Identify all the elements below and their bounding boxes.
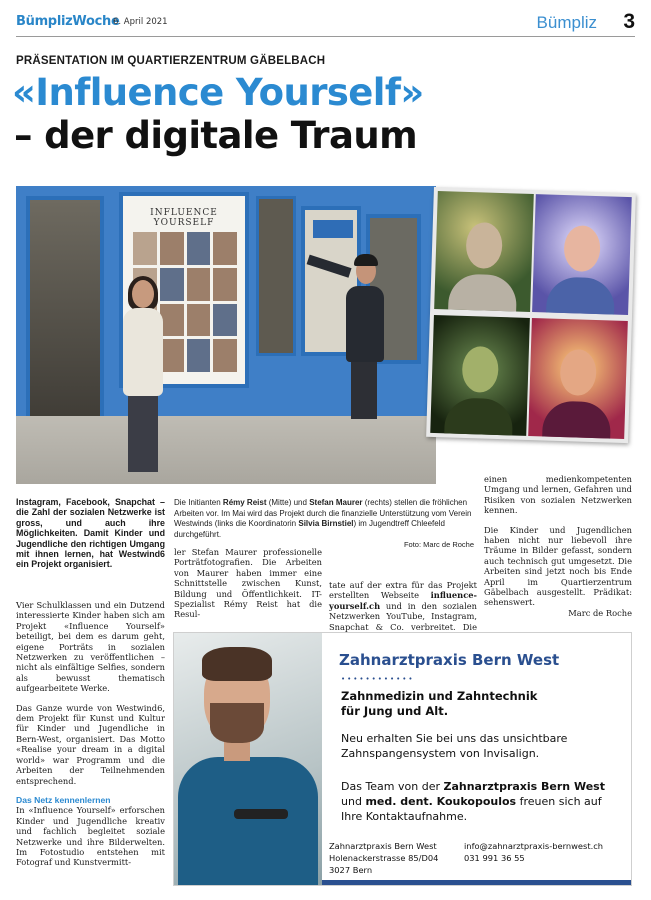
main-photo (16, 186, 436, 484)
ad-bottom-bar (322, 880, 632, 885)
ad-invisalign-text: Neu erhalten Sie bei uns das unsichtbare Zahnspangensystem von Invisalign. (341, 732, 568, 760)
headline-line-2: – der digitale Traum (14, 114, 418, 157)
photo-sign (313, 220, 353, 238)
article-lede: Instagram, Facebook, Snapchat – die Zahl der sozialen Netzwerke ist gross, und auch ihre Möglichkeiten. Damit Kinder und Jugendliche den richtigen Umgang mit ihnen lernen, hat Westwind6 ein Projekt organisiert. (16, 497, 165, 570)
portrait-tile (528, 318, 628, 439)
website-link[interactable]: influence-yourself.ch (329, 590, 477, 611)
photo-ground (16, 416, 436, 484)
photo-woman-legs (128, 394, 158, 472)
portrait-collage (426, 187, 636, 443)
dental-practice-ad[interactable] (173, 632, 632, 886)
photo-caption: Die Initianten Rémy Reist (Mitte) und Stefan Maurer (rechts) stellen die fröhlichen Arbeiten vor. Im Mai wird das Projekt durch die finanzielle Unterstützung vom Verein Westwinds (links die Koordinatorin Silvia Birnstiel) im Jugendtreff Chleefeld durchgeführt. Foto: Marc de Roche (174, 498, 474, 549)
photo-window-left (26, 196, 104, 436)
article-paragraph: Vier Schulklassen und ein Dutzend interessierte Kinder haben sich am Projekt «Influence Yourself» beteiligt, bei dem es darum geht, eigene Porträts in sozialen Netzwerken zu veröffentlichen – nicht als einfältige Selfies, sondern als bewusst thematisch aufgearbeitete Werke. (16, 600, 165, 694)
portrait-tile (430, 315, 530, 436)
caption-name: Rémy Reist (222, 498, 267, 507)
article-paragraph: Die Kinder und Jugendlichen haben nicht nur liebevoll ihre Träume in Bilder gefasst, sondern auch technisch gut umgesetzt. Die Arbeiten sind jetzt noch bis Ende April im Quartierzentrum Gäbelbach ausgestellt. Prädikat: sehenswert. (484, 524, 632, 608)
photo-man-legs (351, 361, 377, 419)
article-paragraph: Das Ganze wurde von Westwind6, dem Projekt für Kunst und Kultur für Kinder und Jugendliche in Bern-West, organisiert. Das Motto «Realise your dream in a digital world» war Programm und die Arbeiten der Teilnehmenden entsprechend. (16, 702, 165, 786)
portrait-tile (532, 194, 632, 315)
photo-woman-sweater (123, 308, 163, 396)
photo-door (256, 196, 296, 356)
article-subhead: Das Netz kennenlernen (16, 794, 111, 805)
masthead (16, 12, 635, 34)
ad-email-link[interactable]: info@zahnarztpraxis-bernwest.ch (464, 841, 604, 851)
article-paragraph: In «Influence Yourself» erforschen Kinder und Jugendliche kreativ und fachlich begleitet soziale Netzwerke und ihre Bilderwelten. Im Fotostudio entstehen mit Fotograf und Kunstvermitt- (16, 805, 165, 868)
masthead-divider (16, 36, 635, 37)
article-author: Marc de Roche (568, 607, 632, 618)
ad-dental-loupes (234, 809, 288, 819)
section-name: Bümpliz (536, 13, 597, 32)
article-paragraph: einen medienkompetenten Umgang und lernen, Gefahren und Risiken von sozialen Netzwerken kennen. (484, 474, 632, 516)
ad-dentist-scrubs (178, 757, 318, 885)
caption-name: Stefan Maurer (309, 498, 363, 507)
ad-dentist-photo (174, 633, 322, 885)
caption-name: Silvia Birnstiel (298, 519, 354, 528)
ad-team-text: Das Team von der Zahnarztpraxis Bern West und med. dent. Koukopoulos freuen sich auf Ihre Kontaktaufnahme. (341, 780, 605, 823)
ad-address: Zahnarztpraxis Bern West Holenackerstrasse 85/D04 3027 Bern (329, 841, 439, 875)
page-number: 3 (623, 10, 635, 33)
issue-date: 6. April 2021 (113, 17, 168, 27)
ad-phone[interactable]: 031 991 36 55 (464, 853, 525, 863)
headline-line-1: «Influence Yourself» (12, 71, 424, 114)
poster-title: INFLUENCE YOURSELF (150, 208, 218, 228)
article-column-3: tate auf der extra für das Projekt erstellten Webseite influence-yourself.ch und in den sozialen Netzwerken YouTube, Instagram, Snapchat & Co. verbreitet. Die (329, 580, 477, 632)
ad-subtitle: Zahnmedizin und Zahntechnik für Jung und Alt. (341, 689, 538, 718)
article-column-4 (484, 474, 632, 618)
photo-man-jacket (346, 286, 384, 362)
portrait-tile (434, 191, 534, 312)
ad-contact (464, 840, 629, 864)
photo-woman-head (132, 280, 154, 308)
ad-dot-divider: •••••••••••• (341, 675, 415, 683)
ad-title: Zahnarztpraxis Bern West (339, 651, 560, 669)
article-column-1 (16, 600, 165, 877)
photo-man-cap (354, 254, 378, 266)
article-kicker: PRÄSENTATION IM QUARTIERZENTRUM GÄBELBACH (16, 55, 326, 67)
article-column-2: ler Stefan Maurer professionelle Porträtfotografien. Die Arbeiten von Maurer haben immer eine Schnittstelle zwischen Kunst, Bildung und Öffentlichkeit. IT-Spezialist Rémy Reist hat die Resul- (174, 547, 322, 620)
photo-credit: Foto: Marc de Roche (403, 540, 474, 549)
newspaper-logo[interactable]: BümplizWoche (16, 14, 120, 29)
